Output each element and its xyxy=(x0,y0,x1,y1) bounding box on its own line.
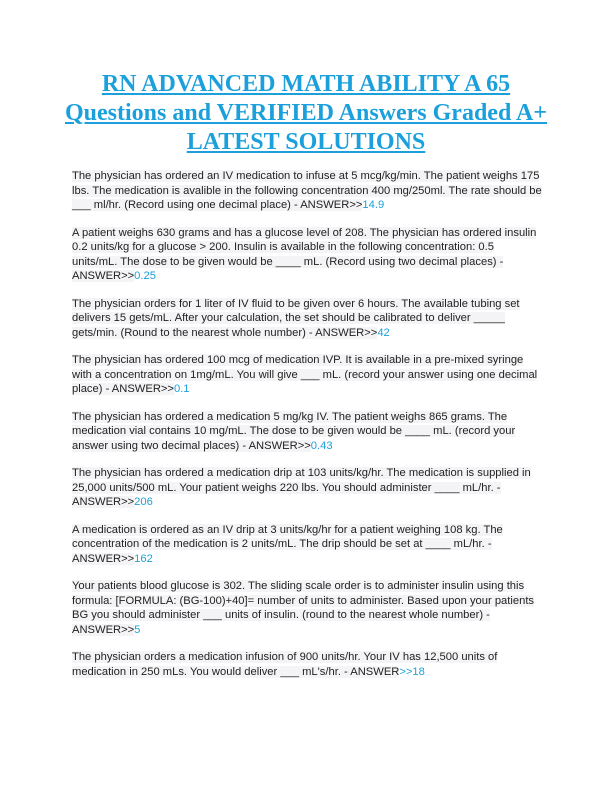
question-list xyxy=(72,169,542,692)
question-text: The physician has ordered a medication 5 mg/kg IV. The patient weighs 865 grams. The medication vial contains 10 mg/mL. The dose to be given would be ____ mL. (record your answer using two decimal places) - ANSWER>> xyxy=(72,410,516,452)
question-text: A medication is ordered as an IV drip at 3 units/kg/hr for a patient weighing 108 kg. The concentration of the medication is 2 units/mL. The drip should be set at ____ mL/hr. - ANSWER>> xyxy=(72,523,503,565)
question-item xyxy=(72,523,542,567)
question-text: The physician has ordered a medication drip at 103 units/kg/hr. The medication is supplied in 25,000 units/500 mL. Your patient weighs 220 lbs. You should administer ____ mL/hr. - ANSWER>> xyxy=(72,467,531,508)
question-text: The physician has ordered an IV medication to infuse at 5 mcg/kg/min. The patient weighs 175 lbs. The medication is avalible in the following concentration 400 mg/250ml. The rate should be ___ ml/hr. (Record using one decimal place) - ANSWER>> xyxy=(72,170,542,211)
question-text: The physician orders for 1 liter of IV fluid to be given over 6 hours. The available tubing set delivers 15 gets/mL. After your calculation, the set should be calibrated to deliver _____ gets/min. (Round to the nearest whole number) - ANSWER>> xyxy=(72,297,520,339)
answer-value: 0.25 xyxy=(134,270,156,282)
answer-value: 162 xyxy=(134,552,153,565)
answer-value: 5 xyxy=(134,623,141,636)
question-text: The physician orders a medication infusion of 900 units/hr. Your IV has 12,500 units of medication in 250 mLs. You would deliver ___ mL's/hr. - ANSWER xyxy=(72,651,498,678)
answer-value: 14.9 xyxy=(362,199,385,211)
question-item xyxy=(72,353,542,397)
question-item xyxy=(72,466,542,510)
question-text: Your patients blood glucose is 302. The sliding scale order is to administer insulin using this formula: [FORMULA: (BG-100)+40]= number of units to administer. Based upon your patients BG you should administer ___ units of insulin. (round to the nearest whole number) - ANSWER>> xyxy=(72,580,535,636)
question-item xyxy=(72,169,542,213)
answer-value: 0.43 xyxy=(310,439,333,452)
question-item xyxy=(72,297,542,341)
answer-value: >>18 xyxy=(399,665,425,678)
question-item xyxy=(72,410,542,454)
question-text: A patient weighs 630 grams and has a glucose level of 208. The physician has ordered insulin 0.2 units/kg for a glucose > 200. Insulin is available in the following concentration: 0.5 units/mL. The dose to be given would be ____ mL. (Record using two decimal places) - ANSWER>> xyxy=(72,226,537,282)
question-item xyxy=(72,650,542,679)
question-text: The physician has ordered 100 mcg of medication IVP. It is available in a pre-mixed syringe with a concentration on 1mg/mL. You will give ___ mL. (record your answer using one decimal place) - ANSWER>> xyxy=(72,354,538,395)
document-title: RN ADVANCED MATH ABILITY A 65 Questions and VERIFIED Answers Graded A+ LATEST SOLUTIONS xyxy=(65,71,547,155)
answer-value: 42 xyxy=(377,326,390,339)
question-item xyxy=(72,226,542,284)
answer-value: 0.1 xyxy=(173,383,190,395)
answer-value: 206 xyxy=(134,496,153,508)
question-item xyxy=(72,579,542,637)
